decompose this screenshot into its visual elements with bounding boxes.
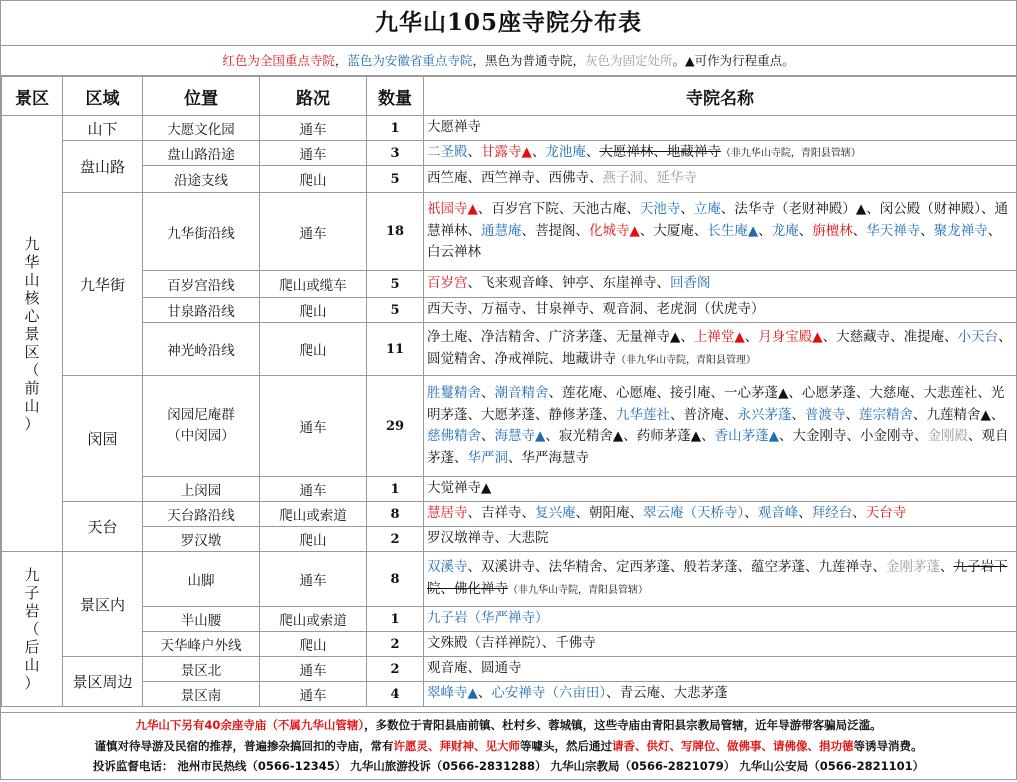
count-cell: 29	[367, 376, 424, 477]
count-cell: 11	[367, 323, 424, 376]
footer-advice-a: 谨慎对待导游及民宿的推荐，普遍掺杂搞回扣的寺庙，常有	[94, 738, 394, 753]
area-jingquzhoubian: 景区周边	[63, 657, 143, 707]
temple-name-segment: 拜经台	[811, 505, 853, 522]
temple-name-segment: 、百岁宫下院、天池古庵、	[477, 201, 640, 218]
legend-gray: 灰色为固定处所	[584, 53, 673, 68]
count-cell: 8	[367, 552, 424, 607]
table-row	[2, 271, 1017, 298]
count-cell: 4	[367, 682, 424, 707]
temple-name-segment: 、	[481, 385, 495, 401]
road-cell: 爬山	[260, 298, 367, 323]
header-zone: 景区	[2, 77, 63, 116]
temple-name-segment: 文殊殿（吉祥禅院）、千佛寺	[427, 635, 596, 652]
temple-name-segment: 、大厦庵、	[639, 222, 708, 239]
location-cell: 半山腰	[143, 607, 260, 632]
temple-name-segment: 、华严海慧寺	[508, 449, 589, 466]
temple-table	[1, 76, 1017, 707]
footer-warning-red: 九华山下另有40余座寺庙（不属九华山管辖）	[135, 718, 365, 732]
temple-name-segment: 、普济庵、	[670, 406, 738, 423]
table-row	[2, 657, 1017, 682]
count-cell: 1	[367, 607, 424, 632]
count-cell: 18	[367, 193, 424, 271]
temple-name-segment: 九子岩（华严禅寺）	[427, 610, 549, 627]
location-cell: 九华街沿线	[143, 193, 260, 271]
temple-name-segment: 莲宗精舍	[859, 406, 913, 423]
location-cell: 盘山路沿途	[143, 141, 260, 166]
temple-name-segment: 西竺庵、西竺禅寺、西佛寺、	[427, 170, 603, 187]
road-cell: 爬山	[260, 323, 367, 376]
temple-name-segment: 祇园寺▲	[427, 201, 478, 218]
zone-core	[2, 116, 63, 552]
location-label: 闵园尼庵群（中闵园）	[167, 407, 235, 444]
temple-name-segment: 胜鬘精舍	[427, 385, 481, 401]
location-cell: 罗汉墩	[143, 527, 260, 552]
temple-name-segment: 通慧庵	[481, 222, 522, 239]
temple-name-segment: 翠云庵（天桥寺）	[643, 505, 745, 522]
temple-name-segment: 双溪寺	[427, 559, 468, 575]
zone-back-label: 九子岩（后山）	[24, 566, 40, 692]
temple-name-segment: 海慧寺▲	[494, 428, 546, 444]
legend-red: 红色为全国重点寺院	[222, 53, 335, 68]
temple-name-segment: 长生庵▲	[707, 222, 759, 239]
temple-name-segment: 、莲花庵、心愿庵、接引庵、一心茅蓬▲、心愿茅蓬、大慈庵、大悲莲社、光明茅蓬、大愿茅蓬、静修茅蓬、	[427, 385, 1005, 423]
area-jingqunei: 景区内	[63, 552, 143, 657]
temple-name-segment: 、飞来观音峰、钟亭、东崖禅寺、	[467, 275, 670, 292]
temple-name-segment: 西天寺、万福寺、甘泉禅寺、观音洞、老虎洞（伏虎寺）	[427, 301, 765, 318]
temples-cell	[424, 657, 1017, 682]
temples-cell	[424, 116, 1017, 141]
temple-name-segment: 、	[744, 505, 758, 522]
count-cell: 1	[367, 477, 424, 502]
header-temple-names: 寺院名称	[424, 77, 1017, 116]
table-row	[2, 682, 1017, 707]
temple-name-segment: 、观自茅蓬、	[427, 428, 1009, 466]
temple-name-segment: 、	[758, 222, 772, 239]
temple-name-segment: 心安禅寺（六亩田）	[491, 685, 607, 702]
temples-cell	[424, 607, 1017, 632]
temple-name-segment: 、圆觉精舍、净戒禅院、地藏讲寺	[427, 329, 1012, 367]
temple-name-segment: 、	[940, 559, 954, 575]
temple-name-segment: 、	[481, 428, 495, 444]
table-row	[2, 116, 1017, 141]
count-cell: 2	[367, 527, 424, 552]
table-row	[2, 527, 1017, 552]
footer-advice-red1: 许愿灵、拜财神、见大师	[393, 738, 520, 753]
temple-name-segment: 香山茅蓬▲	[714, 428, 780, 444]
area-panshan: 盘山路	[63, 141, 143, 193]
location-cell: 上闵园	[143, 477, 260, 502]
road-cell: 通车	[260, 376, 367, 477]
location-cell: 甘泉路沿线	[143, 298, 260, 323]
temple-name-segment: 、白云禅林	[427, 222, 1002, 261]
temple-name-segment: 九华莲社	[616, 406, 670, 423]
count-cell: 2	[367, 657, 424, 682]
temple-name-segment: 百岁宫	[427, 275, 468, 292]
temple-name-segment: 、九莲精舍▲、	[913, 406, 1005, 423]
header-road: 路况	[260, 77, 367, 116]
temples-cell	[424, 193, 1017, 271]
count-cell: 5	[367, 166, 424, 193]
temple-name-segment: 金刚茅蓬	[886, 559, 940, 575]
table-row	[2, 298, 1017, 323]
table-row	[2, 607, 1017, 632]
table-row	[2, 632, 1017, 657]
temple-name-segment: 罗汉墩禅寺、大悲院	[427, 530, 549, 547]
temple-name-segment: 天台寺	[865, 505, 907, 522]
temple-name-segment: 观音庵、圆通寺	[427, 660, 522, 677]
footer-line-2	[1, 736, 1016, 757]
footer-line-1	[1, 715, 1016, 736]
temples-cell	[424, 166, 1017, 193]
temple-name-segment: 月身宝殿▲	[758, 329, 823, 345]
location-cell: 天华峰户外线	[143, 632, 260, 657]
count-cell: 5	[367, 298, 424, 323]
temple-name-segment: 金刚殿	[927, 428, 969, 444]
temples-cell	[424, 298, 1017, 323]
temple-name-segment: 、	[585, 143, 600, 160]
color-legend	[1, 46, 1016, 76]
table-row	[2, 166, 1017, 193]
header-location: 位置	[143, 77, 260, 116]
temple-name-segment: （非九华山寺院，青阳县管辖）	[508, 584, 648, 596]
temple-name-segment: 、	[852, 222, 867, 239]
road-cell: 通车	[260, 116, 367, 141]
temple-name-segment: 、	[744, 329, 759, 345]
temple-name-segment: 、双溪讲寺、法华精舍、定西茅蓬、般若茅蓬、蕴空茅蓬、九莲禅寺、	[467, 559, 886, 575]
temple-name-segment: 、	[852, 505, 866, 522]
location-cell: 神光岭沿线	[143, 323, 260, 376]
temple-name-segment: 九子岩下院、佛化禅寺	[427, 559, 1008, 597]
road-cell: 爬山或缆车	[260, 271, 367, 298]
location-cell	[143, 376, 260, 477]
temple-name-segment: 、	[798, 222, 813, 239]
temple-name-segment: 、	[845, 406, 859, 423]
temple-name-segment: 普渡寺	[805, 406, 846, 423]
footer-advice-b: 等噱头，然后通过	[520, 738, 612, 753]
temple-name-segment: 潮音精舍	[494, 385, 549, 401]
area-tiantai: 天台	[63, 502, 143, 552]
header-row	[2, 77, 1017, 116]
zone-back	[2, 552, 63, 707]
temple-name-segment: 二圣殿	[427, 143, 468, 160]
table-row	[2, 193, 1017, 271]
temples-cell	[424, 502, 1017, 527]
temple-name-segment: 、吉祥寺、	[467, 505, 535, 522]
temple-name-segment: 、大慈藏寺、准提庵、	[822, 329, 958, 345]
location-cell: 山脚	[143, 552, 260, 607]
temple-name-segment: （非九华山寺院，青阳县管理）	[616, 354, 756, 366]
temple-name-segment: 、	[920, 222, 934, 239]
temple-name-segment: 观音峰	[757, 505, 799, 522]
footer-advice-red2: 请香、供灯、写牌位、做佛事、请佛像、捐功德	[612, 738, 854, 753]
temple-name-segment: 、寂光精舍▲、药师茅蓬▲、	[545, 428, 715, 444]
temple-name-segment: （非九华山寺院，青阳县管辖）	[720, 147, 861, 159]
temples-cell	[424, 632, 1017, 657]
legend-tail: 。▲可作为行程重点。	[672, 53, 795, 68]
footer-complaint-phones: 投诉监督电话： 池州市民热线（0566-12345） 九华山旅游投诉（0566-2831288） 九华山宗教局（0566-2821079） 九华山公安局（0566-2821101）	[92, 759, 925, 773]
temple-name-segment: 化城寺▲	[589, 222, 640, 239]
location-cell: 天台路沿线	[143, 502, 260, 527]
legend-black: ，黑色为普通寺院，	[472, 53, 585, 68]
temples-cell	[424, 682, 1017, 707]
road-cell: 爬山或索道	[260, 502, 367, 527]
header-count: 数量	[367, 77, 424, 116]
temple-name-segment: 翠峰寺▲	[427, 685, 478, 702]
table-row	[2, 502, 1017, 527]
temple-name-segment: 、	[531, 143, 546, 160]
count-cell: 5	[367, 271, 424, 298]
temples-cell	[424, 552, 1017, 607]
count-cell: 2	[367, 632, 424, 657]
temple-name-segment: 立庵	[693, 201, 721, 218]
temple-name-segment: 、朝阳庵、	[575, 505, 643, 522]
legend-blue: 蓝色为安徽省重点寺院	[347, 53, 473, 68]
temple-name-segment: 慈佛精舍	[427, 428, 481, 444]
page-title: 九华山105座寺院分布表	[1, 1, 1016, 46]
location-cell: 景区南	[143, 682, 260, 707]
temples-cell	[424, 271, 1017, 298]
temple-name-segment: 、	[791, 406, 805, 423]
temple-name-segment: 龙池庵	[545, 143, 586, 160]
zone-core-label: 九华山核心景区（前山）	[24, 234, 40, 433]
road-cell: 通车	[260, 477, 367, 502]
footer-advice-c: 等诱导消费。	[853, 738, 923, 753]
temple-name-segment: 、法华寺（老财神殿）▲、闵公殿（财神殿）、通慧禅林、	[427, 201, 1009, 239]
temples-cell	[424, 527, 1017, 552]
temple-name-segment: 小天台	[957, 329, 999, 345]
road-cell: 通车	[260, 657, 367, 682]
temple-name-segment: 净土庵、净洁精舍、广济茅蓬、无量禅寺▲、	[427, 329, 694, 345]
temple-name-segment: 燕子洞、延华寺	[602, 170, 697, 187]
temple-name-segment: 天池寺	[639, 201, 681, 218]
header-area: 区域	[63, 77, 143, 116]
table-row	[2, 141, 1017, 166]
temple-name-segment: 慧居寺	[427, 505, 468, 522]
area-jiuhuajie: 九华街	[63, 193, 143, 376]
footer-warning-text: ，多数位于青阳县庙前镇、杜村乡、蓉城镇，这些寺庙由青阳县宗教局管辖，近年导游带客骗局泛滥。	[364, 718, 882, 732]
temple-name-segment: 永兴茅蓬	[737, 406, 792, 423]
count-cell: 1	[367, 116, 424, 141]
temple-name-segment: 上禅堂▲	[693, 329, 745, 345]
temple-name-segment: 大愿禅林、地藏禅寺	[599, 143, 721, 160]
temple-name-segment: 、大金刚寺、小金刚寺、	[779, 428, 928, 444]
temple-name-segment: 复兴庵	[535, 505, 576, 522]
temple-name-segment: 、	[467, 143, 481, 160]
road-cell: 爬山或索道	[260, 607, 367, 632]
count-cell: 3	[367, 141, 424, 166]
location-cell: 沿途支线	[143, 166, 260, 193]
road-cell: 通车	[260, 682, 367, 707]
table-row	[2, 477, 1017, 502]
legend-sep: ，	[334, 53, 348, 68]
temple-name-segment: 、	[680, 201, 694, 218]
temple-name-segment: 大愿禅寺	[427, 119, 481, 136]
road-cell: 爬山	[260, 527, 367, 552]
temple-name-segment: 旃檀林	[812, 222, 853, 239]
road-cell: 通车	[260, 193, 367, 271]
temple-name-segment: 华天禅寺	[866, 222, 921, 239]
temple-name-segment: 甘露寺▲	[481, 143, 532, 160]
road-cell: 爬山	[260, 632, 367, 657]
table-row	[2, 552, 1017, 607]
location-cell: 景区北	[143, 657, 260, 682]
temple-name-segment: 、	[477, 685, 492, 702]
temple-name-segment: 回香阁	[670, 275, 711, 292]
location-cell: 大愿文化园	[143, 116, 260, 141]
temple-name-segment: 、菩提阁、	[521, 222, 589, 239]
area-shanxia: 山下	[63, 116, 143, 141]
area-minyuan: 闵园	[63, 376, 143, 502]
footer-notes	[1, 712, 1016, 782]
table-row	[2, 376, 1017, 477]
location-cell: 百岁宫沿线	[143, 271, 260, 298]
road-cell: 通车	[260, 552, 367, 607]
road-cell: 爬山	[260, 166, 367, 193]
temples-cell	[424, 376, 1017, 477]
road-cell: 通车	[260, 141, 367, 166]
temple-name-segment: 大觉禅寺▲	[427, 480, 492, 497]
count-cell: 8	[367, 502, 424, 527]
temples-cell	[424, 323, 1017, 376]
table-row	[2, 323, 1017, 376]
temple-name-segment: 聚龙禅寺	[933, 222, 988, 239]
temple-name-segment: 华严洞	[467, 449, 508, 466]
temples-cell	[424, 477, 1017, 502]
temple-name-segment: 龙庵	[771, 222, 799, 239]
temple-name-segment: 、	[798, 505, 812, 522]
temple-name-segment: 、青云庵、大悲茅蓬	[606, 685, 728, 702]
temples-cell	[424, 141, 1017, 166]
